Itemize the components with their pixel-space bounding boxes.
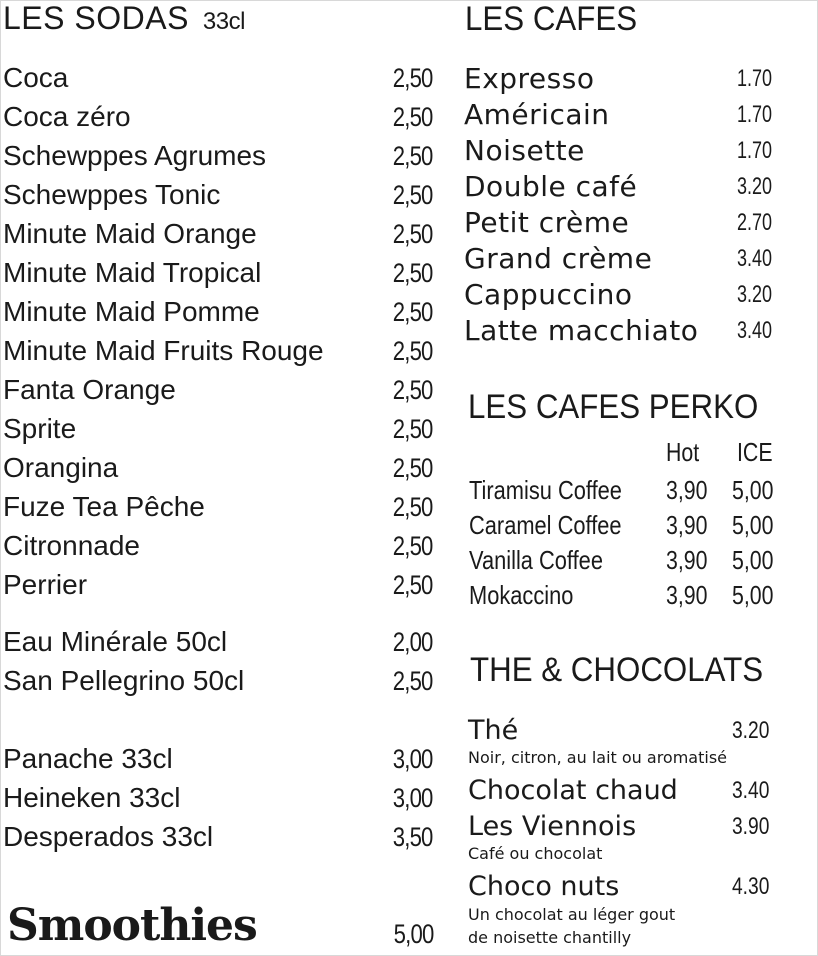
perko-col-hot: Hot	[666, 437, 700, 467]
item-name: Coca zéro	[3, 101, 131, 132]
item-name: Les Viennois	[468, 811, 637, 842]
item-name: Sprite	[3, 413, 77, 444]
item-description: Café ou chocolat	[468, 844, 603, 863]
sodas-size: 33cl	[202, 8, 245, 35]
item-price-hot: 3,90	[666, 510, 708, 540]
item-price: 2,50	[393, 63, 433, 93]
item-price: 2,50	[393, 336, 433, 366]
item-name: Schewppes Tonic	[3, 179, 221, 210]
item-price: 2,50	[393, 570, 433, 600]
item-name: Caramel Coffee	[469, 510, 622, 540]
item-name: Citronnade	[3, 530, 140, 561]
item-name: Cappuccino	[464, 278, 633, 311]
item-price: 2,50	[393, 258, 433, 288]
item-name: Fuze Tea Pêche	[3, 491, 205, 522]
item-price: 2,50	[393, 141, 433, 171]
item-name: Heineken 33cl	[3, 782, 181, 813]
item-price-ice: 5,00	[732, 510, 774, 540]
smoothies-title: Smoothies	[7, 900, 257, 951]
item-price: 3,00	[393, 744, 433, 774]
menu-item-cafe	[464, 241, 774, 277]
menu-item-beer	[3, 742, 433, 776]
item-name: Fanta Orange	[3, 374, 176, 405]
item-price: 2,50	[393, 414, 433, 444]
item-name: Petit crème	[464, 206, 630, 239]
item-price: 3.40	[732, 777, 770, 804]
menu-item-soda	[3, 139, 433, 173]
menu-item-soda	[3, 100, 433, 134]
item-price: 3,50	[393, 822, 433, 852]
item-price-hot: 3,90	[666, 545, 708, 575]
item-price: 2,50	[393, 180, 433, 210]
item-name: Coca	[3, 62, 69, 93]
item-price: 2,50	[393, 375, 433, 405]
item-price: 2,50	[393, 219, 433, 249]
menu-item-beer	[3, 781, 433, 815]
item-price: 2,50	[393, 531, 433, 561]
item-name: Chocolat chaud	[468, 775, 678, 806]
menu-item-perko	[469, 543, 779, 577]
item-price: 2,50	[393, 102, 433, 132]
item-name: Grand crème	[464, 242, 653, 275]
menu-item-water	[3, 664, 433, 698]
menu-item-cafe	[464, 313, 774, 349]
item-price: 2.70	[737, 209, 773, 236]
menu-item-soda	[3, 412, 433, 446]
item-name: Américain	[464, 98, 610, 131]
menu-item-soda	[3, 256, 433, 290]
menu-item-cafe	[464, 205, 774, 241]
smoothies-price: 5,00	[393, 919, 434, 949]
menu-item-perko	[469, 473, 779, 507]
item-price: 2,50	[393, 666, 433, 696]
item-price: 3.40	[737, 317, 773, 344]
cafes-section-title: LES CAFES	[465, 0, 638, 38]
item-name: Thé	[468, 715, 519, 746]
item-description: Noir, citron, au lait ou aromatisé	[468, 748, 728, 767]
item-price: 2,50	[393, 453, 433, 483]
item-price: 1.70	[737, 101, 773, 128]
menu-item-cafe	[464, 277, 774, 313]
menu-item-soda	[3, 178, 433, 212]
item-price: 3.20	[737, 173, 773, 200]
menu-item-perko	[469, 508, 779, 542]
item-name: Latte macchiato	[464, 314, 699, 347]
item-price: 4.30	[732, 873, 770, 900]
item-price-hot: 3,90	[666, 580, 708, 610]
menu-item-soda	[3, 217, 433, 251]
item-price: 3.40	[737, 245, 773, 272]
item-name: Noisette	[464, 134, 585, 167]
item-description: Un chocolat au léger gout	[468, 905, 676, 924]
item-name: Schewppes Agrumes	[3, 140, 267, 171]
item-name: Orangina	[3, 452, 119, 483]
menu-item-soda	[3, 568, 433, 602]
menu-item-cafe	[464, 169, 774, 205]
item-price: 1.70	[737, 137, 773, 164]
menu-item-perko	[469, 578, 779, 612]
item-name: Tiramisu Coffee	[469, 475, 622, 505]
item-name: Expresso	[464, 62, 595, 95]
menu-item-soda	[3, 373, 433, 407]
item-price-ice: 5,00	[732, 475, 774, 505]
menu-item-water	[3, 625, 433, 659]
item-name: Minute Maid Pomme	[3, 296, 260, 327]
sodas-section-title	[3, 1, 245, 35]
item-price: 2,50	[393, 297, 433, 327]
item-name: Vanilla Coffee	[469, 545, 603, 575]
item-name: Minute Maid Orange	[3, 218, 257, 249]
item-price: 3.20	[737, 281, 773, 308]
menu-item-soda	[3, 295, 433, 329]
item-name: Mokaccino	[469, 580, 574, 610]
menu-item-cafe	[464, 133, 774, 169]
menu-item-cafe	[464, 97, 774, 133]
menu-item-cafe	[464, 61, 774, 97]
perko-section-title: LES CAFES PERKO	[468, 388, 759, 426]
menu-item-soda	[3, 451, 433, 485]
perko-col-ice: ICE	[737, 437, 773, 467]
item-name: Eau Minérale 50cl	[3, 626, 228, 657]
item-description: de noisette chantilly	[468, 928, 632, 947]
item-price: 1.70	[737, 65, 773, 92]
item-name: Double café	[464, 170, 638, 203]
item-price: 3,00	[393, 783, 433, 813]
item-price-hot: 3,90	[666, 475, 708, 505]
item-name: Panache 33cl	[3, 743, 173, 774]
item-price: 2,00	[393, 627, 433, 657]
item-price: 2,50	[393, 492, 433, 522]
item-price: 3.90	[732, 813, 770, 840]
menu-item-soda	[3, 490, 433, 524]
item-name: Minute Maid Tropical	[3, 257, 262, 288]
the-chocolats-section-title: THE & CHOCOLATS	[470, 651, 764, 689]
item-name: Choco nuts	[468, 871, 620, 902]
item-name: Perrier	[3, 569, 88, 600]
item-name: Desperados 33cl	[3, 821, 214, 852]
item-price: 3.20	[732, 717, 770, 744]
menu-item-beer	[3, 820, 433, 854]
menu-item-soda	[3, 61, 433, 95]
item-name: San Pellegrino 50cl	[3, 665, 245, 696]
sodas-title: LES SODAS	[3, 0, 189, 36]
item-name: Minute Maid Fruits Rouge	[3, 335, 324, 366]
menu-item-soda	[3, 334, 433, 368]
menu-item-soda	[3, 529, 433, 563]
item-price-ice: 5,00	[732, 580, 774, 610]
item-price-ice: 5,00	[732, 545, 774, 575]
